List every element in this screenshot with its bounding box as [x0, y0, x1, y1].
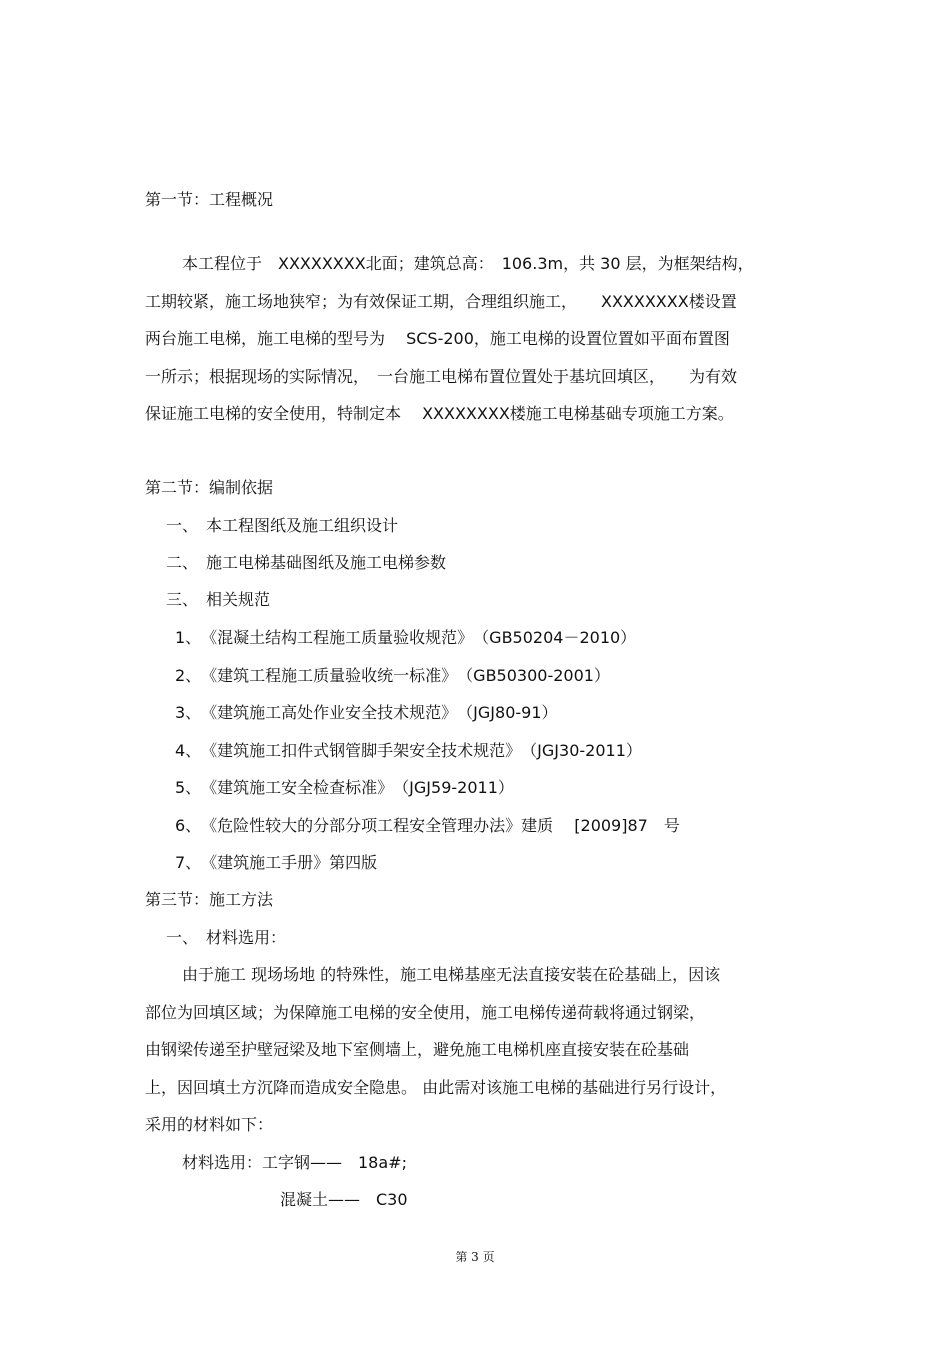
section1-paragraph-line-4: 一所示；根据现场的实际情况， 一台施工电梯布置位置处于基坑回填区， 为有效	[145, 367, 738, 386]
material-concrete: 混凝土—— C30	[280, 1190, 408, 1209]
section1-paragraph-line-5: 保证施工电梯的安全使用，特制定本 XXXXXXXX楼施工电梯基础专项施工方案。	[145, 404, 734, 423]
material-steel: 材料选用：工字钢—— 18a#;	[182, 1153, 407, 1172]
section1-paragraph-line-3: 两台施工电梯，施工电梯的型号为 SCS-200，施工电梯的设置位置如平面布置图	[145, 329, 730, 348]
page-number: 第 3 页	[455, 1250, 495, 1264]
basis-item-2: 二、 施工电梯基础图纸及施工电梯参数	[166, 553, 447, 572]
section2-heading: 第二节：编制依据	[145, 478, 274, 497]
section3-paragraph-line-5: 采用的材料如下：	[145, 1115, 274, 1134]
standard-item-2: 2、 《建筑工程施工质量验收统一标准》 （GB50300-2001）	[175, 666, 610, 685]
section3-paragraph-line-4: 上，因回填土方沉降而造成安全隐患。 由此需对该施工电梯的基础进行另行设计，	[145, 1078, 727, 1097]
standard-item-4: 4、 《建筑施工扣件式钢管脚手架安全技术规范》 （JGJ30-2011）	[175, 741, 642, 760]
section1-paragraph-line-2: 工期较紧，施工场地狭窄；为有效保证工期，合理组织施工， XXXXXXXX楼设置	[145, 292, 737, 311]
standard-item-3: 3、 《建筑施工高处作业安全技术规范》 （JGJ80-91）	[175, 703, 558, 722]
standard-item-1: 1、 《混凝土结构工程施工质量验收规范》 （GB50204－2010）	[175, 628, 637, 647]
standard-item-6: 6、 《危险性较大的分部分项工程安全管理办法》建质 [2009]87 号	[175, 816, 680, 835]
standard-item-5: 5、 《建筑施工安全检查标准》 （JGJ59-2011）	[175, 778, 514, 797]
section3-paragraph-line-1: 由于施工 现场场地 的特殊性，施工电梯基座无法直接安装在砼基础上，因该	[182, 965, 721, 984]
method-item-1: 一、 材料选用：	[166, 928, 287, 947]
section3-heading: 第三节：施工方法	[145, 890, 274, 909]
section1-paragraph-line-1: 本工程位于 XXXXXXXX北面；建筑总高： 106.3m，共 30 层，为框架结构，	[182, 254, 754, 273]
basis-item-1: 一、 本工程图纸及施工组织设计	[166, 516, 399, 535]
standard-item-7: 7、 《建筑施工手册》第四版	[175, 853, 378, 872]
section1-heading: 第一节：工程概况	[145, 190, 274, 209]
section3-paragraph-line-2: 部位为回填区域；为保障施工电梯的安全使用，施工电梯传递荷载将通过钢梁，	[145, 1003, 706, 1022]
basis-item-3: 三、 相关规范	[166, 590, 271, 609]
section3-paragraph-line-3: 由钢梁传递至护壁冠梁及地下室侧墙上，避免施工电梯机座直接安装在砼基础	[145, 1040, 690, 1059]
